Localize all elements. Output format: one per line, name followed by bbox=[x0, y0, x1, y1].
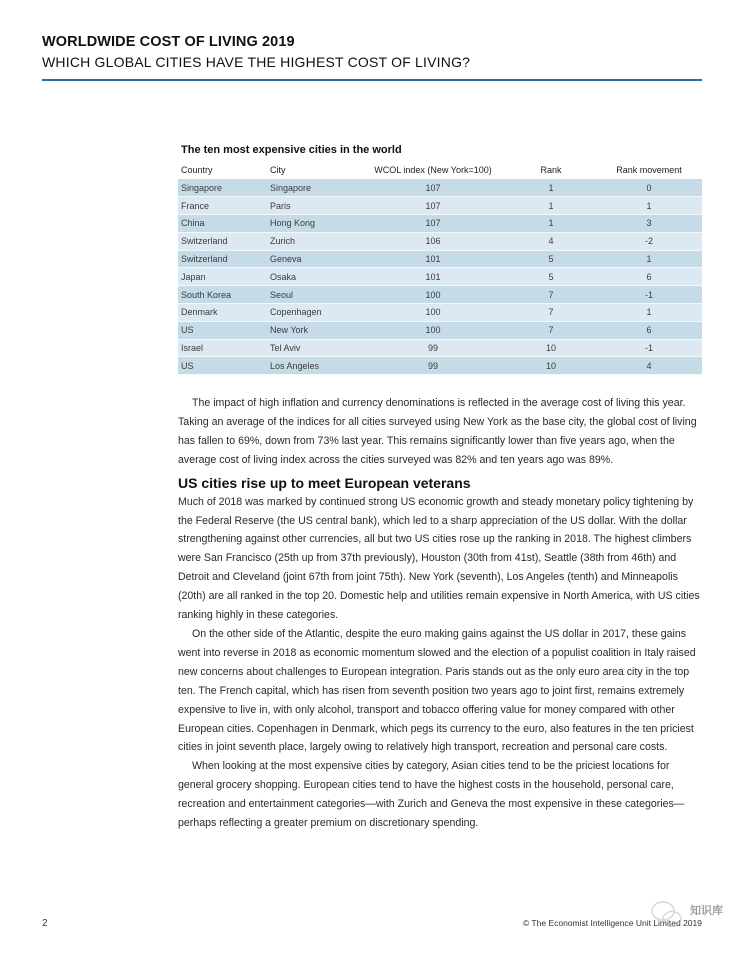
table-row bbox=[178, 268, 702, 286]
table-row bbox=[178, 304, 702, 322]
paragraph-categories: When looking at the most expensive cities by category, Asian cities tend to be the priciest locations for general grocery shopping. European cities tend to have the highest costs in the household, personal care, recreation and entertainment categories—with Zurich and Geneva the most expensive in these categories—perhaps reflecting a greater premium on discretionary spending. bbox=[178, 760, 685, 830]
page-number: 2 bbox=[42, 918, 48, 929]
cell-index: 107 bbox=[360, 179, 506, 197]
column-header-index: WCOL index (New York=100) bbox=[374, 165, 492, 175]
cell-index: 101 bbox=[360, 268, 506, 286]
cell-country: China bbox=[178, 215, 267, 233]
column-header-country: Country bbox=[181, 165, 213, 175]
expensive-cities-table-block bbox=[178, 143, 702, 375]
cell-rank-movement: -1 bbox=[596, 286, 702, 304]
cell-rank: 10 bbox=[506, 357, 596, 375]
cell-city: Tel Aviv bbox=[267, 339, 360, 357]
cell-rank: 1 bbox=[506, 179, 596, 197]
article-body bbox=[178, 394, 702, 833]
cell-index: 100 bbox=[360, 321, 506, 339]
cell-rank: 7 bbox=[506, 286, 596, 304]
table-row bbox=[178, 197, 702, 215]
cell-rank: 5 bbox=[506, 268, 596, 286]
cell-city: Zurich bbox=[267, 232, 360, 250]
cell-city: Osaka bbox=[267, 268, 360, 286]
table-row bbox=[178, 179, 702, 197]
cell-country: Israel bbox=[178, 339, 267, 357]
table-title: The ten most expensive cities in the world bbox=[181, 144, 402, 156]
watermark-text: 知识库 bbox=[690, 905, 723, 917]
cell-country: US bbox=[178, 321, 267, 339]
cell-rank-movement: 3 bbox=[596, 215, 702, 233]
cell-rank-movement: 0 bbox=[596, 179, 702, 197]
table-row bbox=[178, 339, 702, 357]
cell-rank-movement: 1 bbox=[596, 304, 702, 322]
table-row bbox=[178, 232, 702, 250]
report-subtitle: WHICH GLOBAL CITIES HAVE THE HIGHEST COST OF LIVING? bbox=[42, 54, 471, 70]
copyright-credit: © The Economist Intelligence Unit Limited 2019 bbox=[522, 918, 702, 928]
cell-index: 107 bbox=[360, 197, 506, 215]
cell-rank: 7 bbox=[506, 321, 596, 339]
cell-city: Seoul bbox=[267, 286, 360, 304]
table-row bbox=[178, 215, 702, 233]
cell-rank-movement: -1 bbox=[596, 339, 702, 357]
cell-rank: 10 bbox=[506, 339, 596, 357]
table-row bbox=[178, 357, 702, 375]
cell-country: South Korea bbox=[178, 286, 267, 304]
table-row bbox=[178, 250, 702, 268]
table-body bbox=[178, 179, 702, 375]
report-title: WORLDWIDE COST OF LIVING 2019 bbox=[42, 34, 295, 50]
cell-rank: 5 bbox=[506, 250, 596, 268]
cell-rank-movement: 1 bbox=[596, 250, 702, 268]
column-header-rank: Rank bbox=[540, 165, 562, 175]
table-row bbox=[178, 321, 702, 339]
paragraph-inflation: The impact of high inflation and currency denominations is reflected in the average cost of living this year. Taking an average of the indices for all cities surveyed using New York as the base city, the global cost of living has fallen to 69%, down from 73% last year. This remains significantly lower than five years ago, when the average cost of living index across the cities surveyed was 82% and ten years ago was 89%. bbox=[178, 397, 697, 466]
cell-index: 99 bbox=[360, 339, 506, 357]
cell-country: Singapore bbox=[178, 179, 267, 197]
cell-rank: 1 bbox=[506, 215, 596, 233]
cell-index: 107 bbox=[360, 215, 506, 233]
cell-country: Japan bbox=[178, 268, 267, 286]
cell-index: 101 bbox=[360, 250, 506, 268]
cell-rank: 4 bbox=[506, 232, 596, 250]
cell-index: 99 bbox=[360, 357, 506, 375]
column-header-rank-movement: Rank movement bbox=[616, 165, 682, 175]
cell-city: Singapore bbox=[267, 179, 360, 197]
cell-city: Paris bbox=[267, 197, 360, 215]
column-header-city: City bbox=[270, 165, 286, 175]
cell-city: Hong Kong bbox=[267, 215, 360, 233]
cell-country: Switzerland bbox=[178, 232, 267, 250]
cell-rank-movement: 6 bbox=[596, 268, 702, 286]
paragraph-us-cities: Much of 2018 was marked by continued strong US economic growth and steady monetary policy tightening by the Federal Reserve (the US central bank), which led to a sharp appreciation of the US dollar. With the dollar strengthening against other currencies, all but two US cities rose up the ranking in 2018. The highest climbers were San Francisco (25th up from 37th previously), Houston (30th from 41st), Seattle (38th from 46th) and Detroit and Cleveland (joint 67th from joint 75th). New York (seventh), Los Angeles (tenth) and Minneapolis (20th) are all ranked in the top 20. Domestic help and utilities remain expensive in North America, with US cities ranking highly in these categories. bbox=[178, 495, 700, 622]
cell-country: Denmark bbox=[178, 304, 267, 322]
cell-country: US bbox=[178, 357, 267, 375]
expensive-cities-table bbox=[178, 161, 702, 375]
cell-city: Los Angeles bbox=[267, 357, 360, 375]
table-header-row bbox=[178, 161, 702, 179]
cell-rank-movement: -2 bbox=[596, 232, 702, 250]
section-heading: US cities rise up to meet European veterans bbox=[178, 474, 471, 491]
cell-rank-movement: 1 bbox=[596, 197, 702, 215]
page-header bbox=[42, 33, 702, 71]
header-divider bbox=[42, 79, 702, 81]
cell-rank-movement: 4 bbox=[596, 357, 702, 375]
cell-city: New York bbox=[267, 321, 360, 339]
paragraph-europe: On the other side of the Atlantic, despite the euro making gains against the US dollar in 2017, these gains went into reverse in 2018 as economic momentum slowed and the election of a populist coalition in Italy raised new concerns about challenges to European integration. Paris stands out as the only euro area city in the top ten. The French capital, which has risen from seventh position two years ago to joint first, remains extremely expensive to live in, with only alcohol, transport and tobacco offering value for money compared with other European cities. Copenhagen in Denmark, which pegs its currency to the euro, also features in the ten priciest cities in joint seventh place, largely owing to relatively high transport, recreation and personal care costs. bbox=[178, 627, 696, 754]
cell-city: Copenhagen bbox=[267, 304, 360, 322]
cell-index: 106 bbox=[360, 232, 506, 250]
cell-rank: 7 bbox=[506, 304, 596, 322]
cell-city: Geneva bbox=[267, 250, 360, 268]
cell-country: France bbox=[178, 197, 267, 215]
cell-index: 100 bbox=[360, 304, 506, 322]
cell-rank-movement: 6 bbox=[596, 321, 702, 339]
table-row bbox=[178, 286, 702, 304]
cell-country: Switzerland bbox=[178, 250, 267, 268]
cell-index: 100 bbox=[360, 286, 506, 304]
cell-rank: 1 bbox=[506, 197, 596, 215]
